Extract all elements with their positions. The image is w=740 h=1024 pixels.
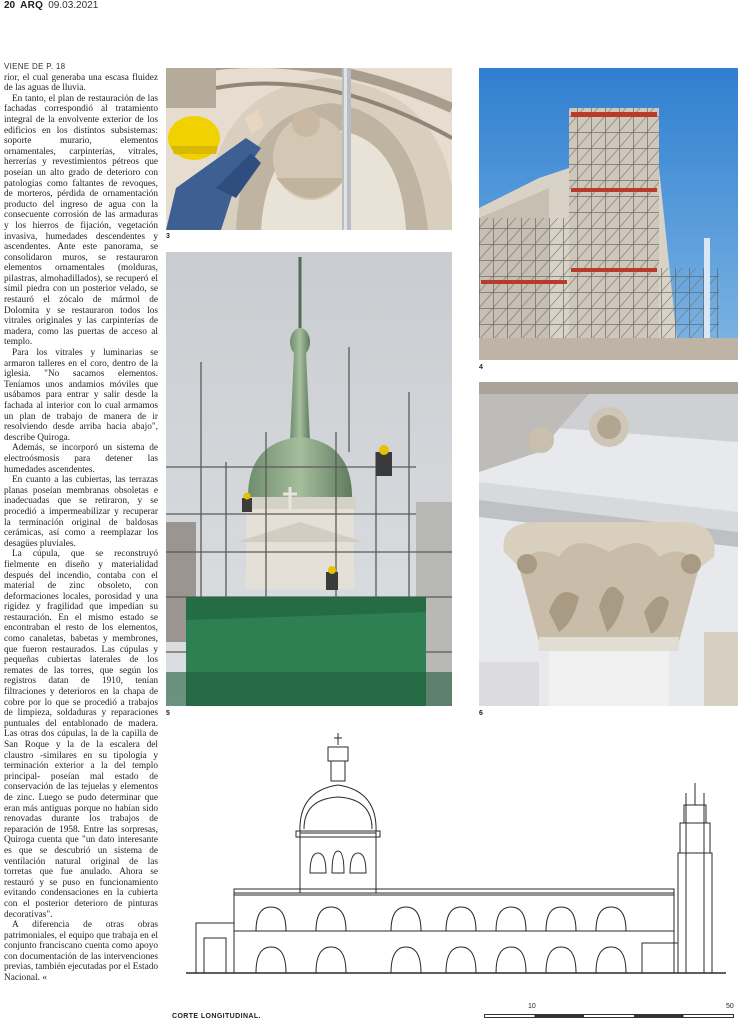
article-paragraph: rior, el cual generaba una escasa fluidez de las aguas de lluvia. <box>4 72 158 94</box>
photo-number: 5 <box>166 710 170 717</box>
photo-column-capital <box>479 382 738 706</box>
drawing-caption: CORTE LONGITUDINAL. <box>172 1013 261 1020</box>
continued-from: VIENE DE P. 18 <box>4 62 66 71</box>
photo-number: 4 <box>479 364 483 371</box>
photo-number: 3 <box>166 233 170 240</box>
article-paragraph: La cúpula, que se reconstruyó fielmente en diseño y materialidad después del incendio, contaba con el material de zinc obsoleto, con deformaciones locales, porosidad y una rigidez y fragilidad que impedían su restauración. En el mismo estado se encontraban el resto de los elementos, como canaletas, babetas y membrones, que fueron restaurados. Las cúpulas y pequeñas cubiertas laterales de los remates de las torres, que según los registros datan de 1910, tenían filtraciones y deterioros en la chapa de cobre por lo que se procedió a trabajos de limpieza, soldaduras y reparaciones puntuales del entablonado de madera. Las otras dos cúpulas, la de la capilla de San Roque y la de la escalera del claustro -similares en su tipología y terminación exterior a la del templo principal- poseían mal estado de conservación de las tejuelas y elementos de zinc. Luego se pudo determinar que eran más antiguas porque no habían sido renovadas durante los trabajos de reparación de 1958. Entre las sorpresas, Quiroga cuenta que "un dato interesante es que se descubrió un sistema de ventilación natural original de las torretas que fue anulado. Ahora se restauró y se puso en funcionamiento evitando condensaciones en la cubierta con el posterior deterioro de pinturas decorativas". <box>4 549 158 920</box>
section-name: ARQ <box>20 0 44 11</box>
photo-tower-scaffolding <box>479 68 738 360</box>
photo-number: 6 <box>479 710 483 717</box>
scale-label: 50 <box>726 1003 734 1010</box>
article-column <box>4 62 158 1022</box>
photo-dome-scaffolding <box>166 252 452 706</box>
longitudinal-section-drawing <box>166 733 738 1005</box>
article-paragraph: Además, se incorporó un sistema de electroósmosis para detener las humedades ascendentes. <box>4 443 158 475</box>
article-paragraph: A diferencia de otras obras patrimoniales, el equipo que trabaja en el conjunto franciscano cuenta como apoyo con documentación de las intervenciones previas, también ejecutadas por el Estado Nacional. « <box>4 920 158 984</box>
page-number: 20 <box>4 0 16 11</box>
scale-label: 10 <box>528 1003 536 1010</box>
article-paragraph: En tanto, el plan de restauración de las fachadas correspondió al tratamiento integral de la envolvente exterior de los edificios en los distintos subsistemas: soporte murario, elementos ornamentales, carpinterías, vitrales, herrerías y revestimientos pétreos que poseían un alto grado de deterioro con patologías como faltantes de revoques, de morteros, pérdida de ornamentación producto del ingreso de agua con la consecuente corrosión de las armaduras y los hierros de fijación, vegetación invasiva, humedades descendentes y ascendentes. Ante este panorama, se consolidaron muros, se restauraron elementos ornamentales (molduras, pilastras, almohadillados), se recuperó el símil piedra con un posterior velado, se restauró el zócalo de mármol de Dolomita y se restauraron todos los vitrales originales y las carpinterías de madera, como las puertas de acceso al templo. <box>4 93 158 348</box>
scale-bar-graphic <box>484 1014 734 1018</box>
page-header <box>4 0 98 16</box>
issue-date: 09.03.2021 <box>48 0 99 11</box>
article-paragraph: En cuanto a las cubiertas, las terrazas planas poseían membranas obsoletas e inadecuadas que se retiraron, y se procedió a impermeabilizar y recuperar la terminación original de baldosas cerámicas, así como a reemplazar los desagües pluviales. <box>4 475 158 549</box>
scale-bar <box>480 1003 738 1021</box>
article-paragraph: Para los vitrales y luminarias se armaron talleres en el coro, dentro de la iglesia. "No sacamos elementos. Teníamos unos andamios móviles que usábamos para entrar y salir desde la fachada al interior con lo cual armamos un plan de trabajo de manera de ir resolviendo desde arriba hacia abajo", describe Quiroga. <box>4 348 158 443</box>
photo-worker-ornament <box>166 68 452 230</box>
